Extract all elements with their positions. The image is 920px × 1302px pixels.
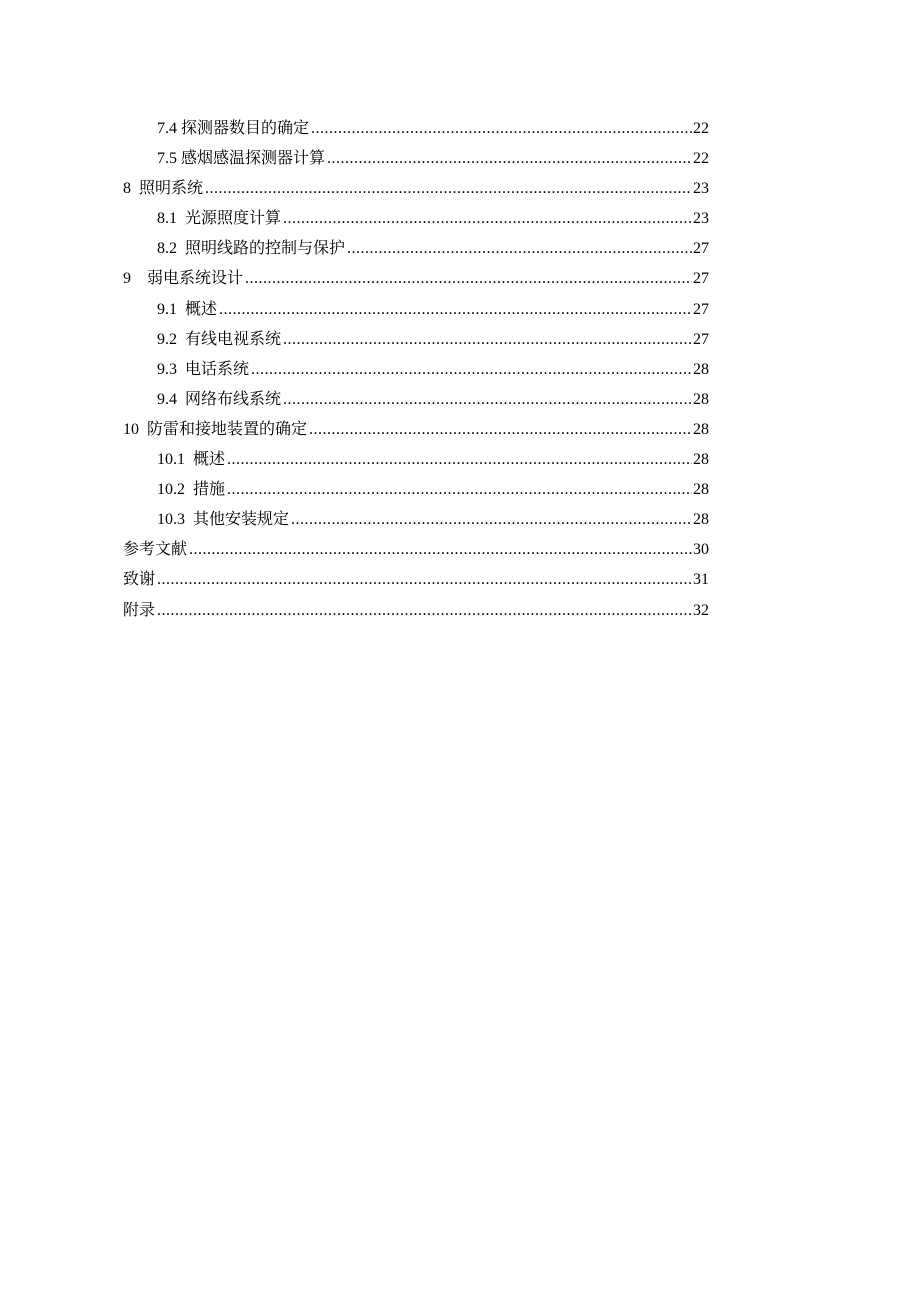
toc-entry-title: 8.2 照明线路的控制与保护 bbox=[157, 240, 346, 258]
toc-dot-leader bbox=[219, 295, 692, 325]
toc-entry[interactable] bbox=[123, 325, 709, 355]
toc-entry[interactable] bbox=[123, 596, 709, 626]
toc-entry[interactable] bbox=[123, 234, 709, 264]
toc-entry[interactable] bbox=[123, 204, 709, 234]
toc-entry-page: 27 bbox=[693, 330, 709, 348]
toc-entry[interactable] bbox=[123, 295, 709, 325]
toc-entry[interactable] bbox=[123, 264, 709, 294]
toc-entry-title: 10.1 概述 bbox=[157, 451, 226, 469]
toc-entry-page: 27 bbox=[693, 300, 709, 318]
toc-entry-page: 28 bbox=[693, 390, 709, 408]
toc-entry-title: 9.3 电话系统 bbox=[157, 360, 250, 378]
toc-entry-title: 9.4 网络布线系统 bbox=[157, 390, 282, 408]
toc-entry-page: 28 bbox=[693, 360, 709, 378]
toc-dot-leader bbox=[327, 144, 692, 174]
table-of-contents bbox=[123, 114, 709, 626]
toc-entry[interactable] bbox=[123, 355, 709, 385]
toc-entry[interactable] bbox=[123, 385, 709, 415]
toc-entry-title: 10 防雷和接地装置的确定 bbox=[123, 420, 308, 438]
toc-dot-leader bbox=[157, 596, 692, 626]
toc-entry-page: 22 bbox=[693, 120, 709, 137]
toc-entry-title: 7.4 探测器数目的确定 bbox=[157, 120, 310, 137]
toc-dot-leader bbox=[311, 114, 692, 144]
toc-entry-title: 参考文献 bbox=[123, 541, 188, 559]
toc-entry-page: 28 bbox=[693, 511, 709, 529]
toc-dot-leader bbox=[291, 505, 692, 535]
toc-dot-leader bbox=[245, 264, 692, 294]
toc-entry[interactable] bbox=[123, 535, 709, 565]
toc-entry-title: 9 弱电系统设计 bbox=[123, 270, 244, 288]
toc-entry-page: 27 bbox=[693, 240, 709, 258]
toc-entry-title: 致谢 bbox=[123, 571, 156, 589]
toc-dot-leader bbox=[227, 445, 692, 475]
toc-dot-leader bbox=[283, 204, 692, 234]
toc-entry-title: 8.1 光源照度计算 bbox=[157, 210, 282, 228]
toc-dot-leader bbox=[309, 415, 692, 445]
toc-dot-leader bbox=[251, 355, 692, 385]
toc-entry[interactable] bbox=[123, 144, 709, 174]
toc-entry-page: 28 bbox=[693, 451, 709, 469]
toc-entry[interactable] bbox=[123, 505, 709, 535]
toc-entry-title: 7.5 感烟感温探测器计算 bbox=[157, 150, 326, 168]
toc-entry-page: 23 bbox=[693, 180, 709, 198]
toc-entry-page: 22 bbox=[693, 150, 709, 168]
toc-dot-leader bbox=[347, 234, 692, 264]
toc-entry-page: 31 bbox=[693, 571, 709, 589]
toc-entry-title: 10.2 措施 bbox=[157, 481, 226, 499]
toc-entry-page: 27 bbox=[693, 270, 709, 288]
toc-entry-page: 23 bbox=[693, 210, 709, 228]
toc-entry-page: 30 bbox=[693, 541, 709, 559]
toc-entry[interactable] bbox=[123, 114, 709, 144]
toc-entry[interactable] bbox=[123, 565, 709, 595]
toc-entry[interactable] bbox=[123, 475, 709, 505]
toc-entry-title: 10.3 其他安装规定 bbox=[157, 511, 290, 529]
toc-entry-title: 9.1 概述 bbox=[157, 300, 218, 318]
toc-entry-title: 8 照明系统 bbox=[123, 180, 204, 198]
toc-dot-leader bbox=[283, 325, 692, 355]
toc-entry-page: 32 bbox=[693, 601, 709, 619]
toc-entry-title: 附录 bbox=[123, 601, 156, 619]
toc-entry-page: 28 bbox=[693, 420, 709, 438]
toc-entry[interactable] bbox=[123, 445, 709, 475]
toc-dot-leader bbox=[227, 475, 692, 505]
toc-entry[interactable] bbox=[123, 174, 709, 204]
toc-entry-title: 9.2 有线电视系统 bbox=[157, 330, 282, 348]
toc-entry-page: 28 bbox=[693, 481, 709, 499]
toc-dot-leader bbox=[283, 385, 692, 415]
toc-dot-leader bbox=[157, 565, 692, 595]
toc-dot-leader bbox=[189, 535, 692, 565]
toc-entry[interactable] bbox=[123, 415, 709, 445]
toc-dot-leader bbox=[205, 174, 692, 204]
